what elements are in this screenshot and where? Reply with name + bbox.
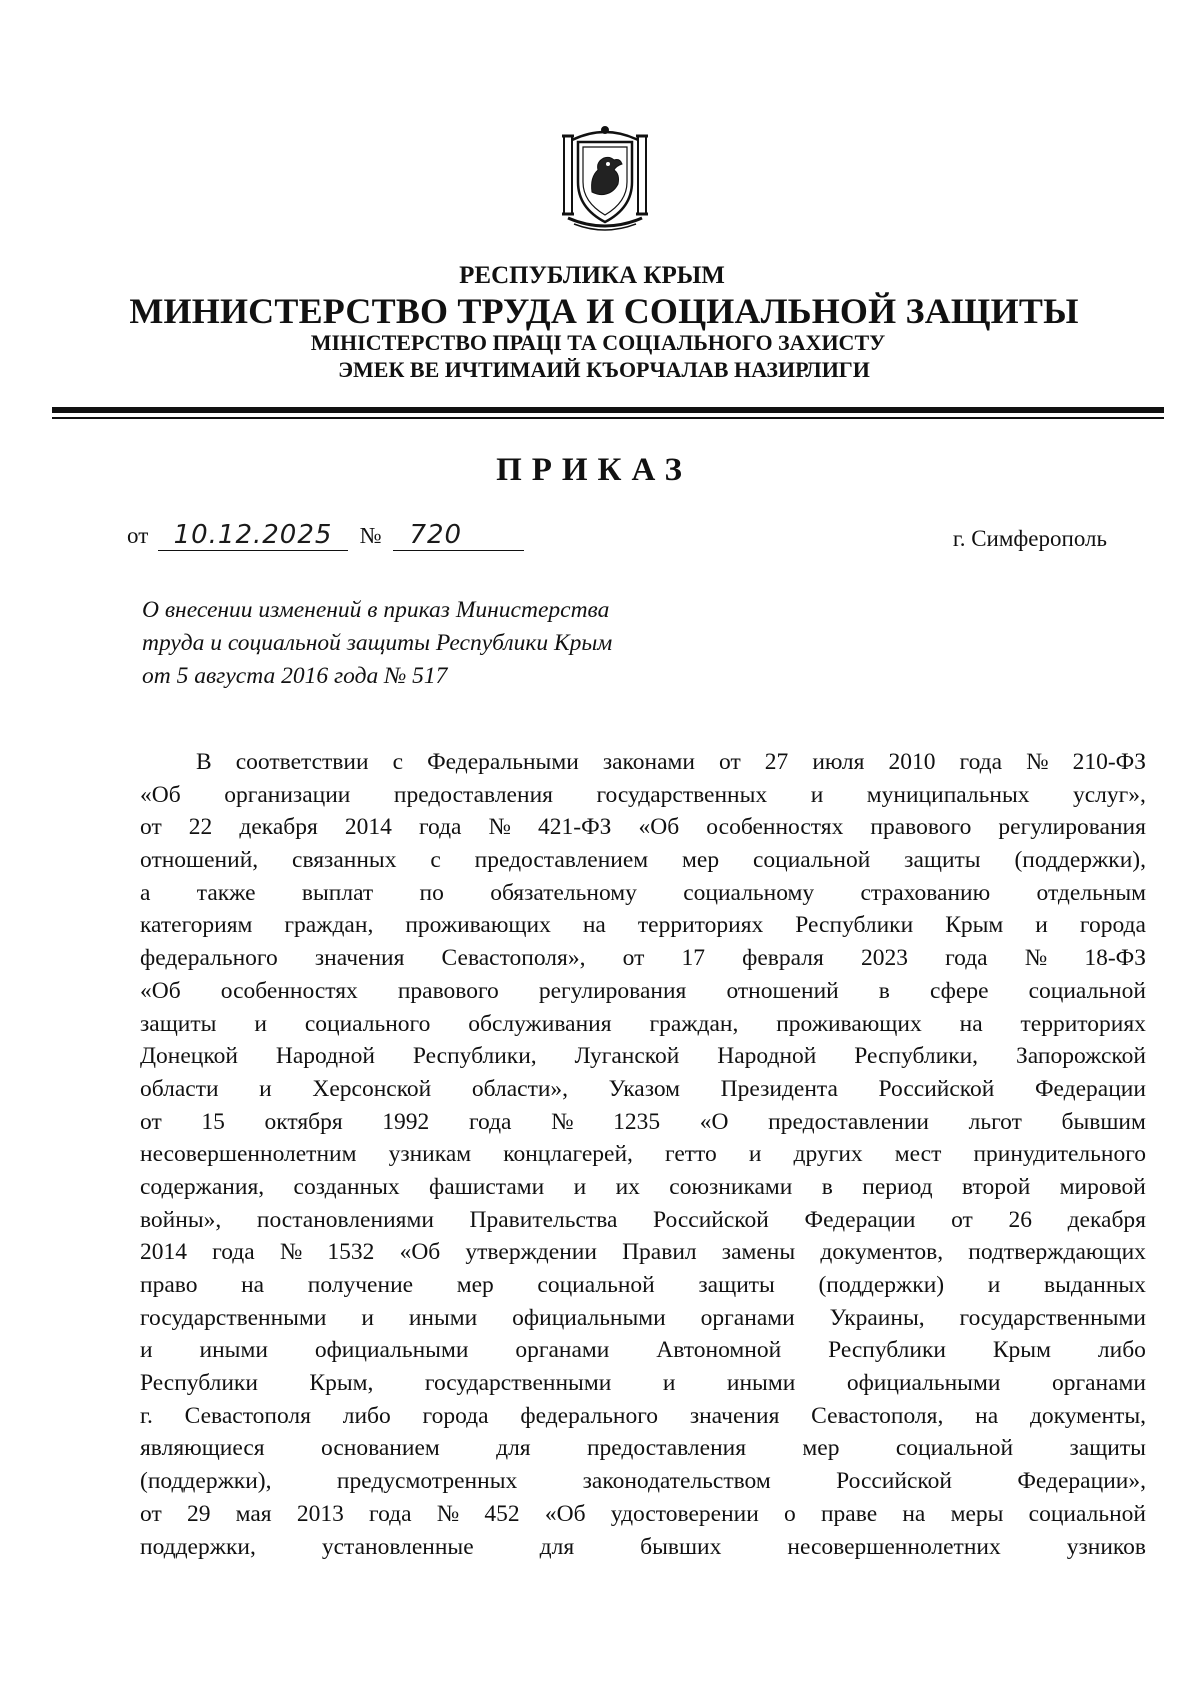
body-line: содержания, созданных фашистами и их союзниками в период второй мировой [140,1173,1146,1200]
body-line: «Об особенностях правового регулирования отношений в сфере социальной [140,977,1146,1004]
body-line: от 29 мая 2013 года № 452 «Об удостоверении о праве на меры социальной [140,1500,1146,1527]
body-line: защиты и социального обслуживания граждан, проживающих на территориях [140,1010,1146,1037]
body-line: государственными и иными официальными органами Украины, государственными [140,1304,1146,1331]
order-number-field [393,520,524,551]
body-line: (поддержки), предусмотренных законодательством Российской Федерации», [140,1468,1146,1495]
body-line: г. Севастополя либо города федерального значения Севастополя, на документы, [140,1402,1146,1429]
order-date-handwritten: 10.12.2025 [173,520,333,550]
body-line: несовершеннолетним узникам концлагерей, гетто и других мест принудительного [140,1141,1146,1168]
body-line: а также выплат по обязательному социальному страхованию отдельным [140,879,1146,906]
body-line: от 15 октября 1992 года № 1235 «О предоставлении льгот бывшим [140,1108,1146,1135]
order-date-field [158,520,348,551]
header-divider-thick [52,407,1164,413]
order-title: ПРИКАЗ [496,452,692,488]
order-subject [142,594,612,693]
crimea-coat-of-arms-emblem [560,122,650,234]
body-line: 2014 года № 1532 «Об утверждении Правил замены документов, подтверждающих [140,1239,1146,1266]
body-line: категориям граждан, проживающих на территориях Республики Крым и города [140,912,1146,939]
body-line: являющиеся основанием для предоставления мер социальной защиты [140,1435,1146,1462]
header-ministry-name-crimean-tatar: ЭМЕК ВЕ ИЧТИМАИЙ КЪОРЧАЛАВ НАЗИРЛИГИ [338,357,870,382]
subject-line: от 5 августа 2016 года № 517 [142,663,448,689]
body-line: право на получение мер социальной защиты (поддержки) и выданных [140,1272,1146,1298]
body-line: области и Херсонской области», Указом Президента Российской Федерации [140,1075,1146,1102]
date-prefix: от [127,523,149,548]
body-line: «Об организации предоставления государственных и муниципальных услуг», [140,781,1146,808]
body-line: федерального значения Севастополя», от 17 февраля 2023 года № 18-ФЗ [140,945,1146,972]
body-line: войны», постановлениями Правительства Российской Федерации от 26 декабря [140,1206,1146,1233]
subject-line: О внесении изменений в приказ Министерства [142,597,610,623]
order-city: г. Симферополь [952,526,1107,551]
order-date-number-row [127,520,524,551]
header-ministry-name-ukrainian: МІНІСТЕРСТВО ПРАЦІ ТА СОЦІАЛЬНОГО ЗАХИСТУ [310,330,886,355]
body-line: В соответствии с Федеральными законами от 27 июля 2010 года № 210-ФЗ [196,749,1146,775]
body-line: Донецкой Народной Республики, Луганской Народной Республики, Запорожской [140,1043,1146,1070]
body-line: от 22 декабря 2014 года № 421-ФЗ «Об особенностях правового регулирования [140,814,1146,841]
subject-line: труда и социальной защиты Республики Крым [142,630,613,656]
header-region-name: РЕСПУБЛИКА КРЫМ [459,262,725,289]
body-line: и иными официальными органами Автономной Республики Крым либо [140,1337,1146,1364]
body-line: Республики Крым, государственными и иными официальными органами [140,1370,1146,1397]
body-line: отношений, связанных с предоставлением мер социальной защиты (поддержки), [140,847,1146,874]
header-divider-thin [52,417,1164,419]
order-number-handwritten: 720 [409,520,463,550]
number-prefix: № [359,523,382,548]
order-body-paragraph [140,746,1146,1563]
body-line: поддержки, установленные для бывших несовершеннолетних узников [140,1533,1146,1560]
header-ministry-name: МИНИСТЕРСТВО ТРУДА И СОЦИАЛЬНОЙ ЗАЩИТЫ [129,291,1079,331]
